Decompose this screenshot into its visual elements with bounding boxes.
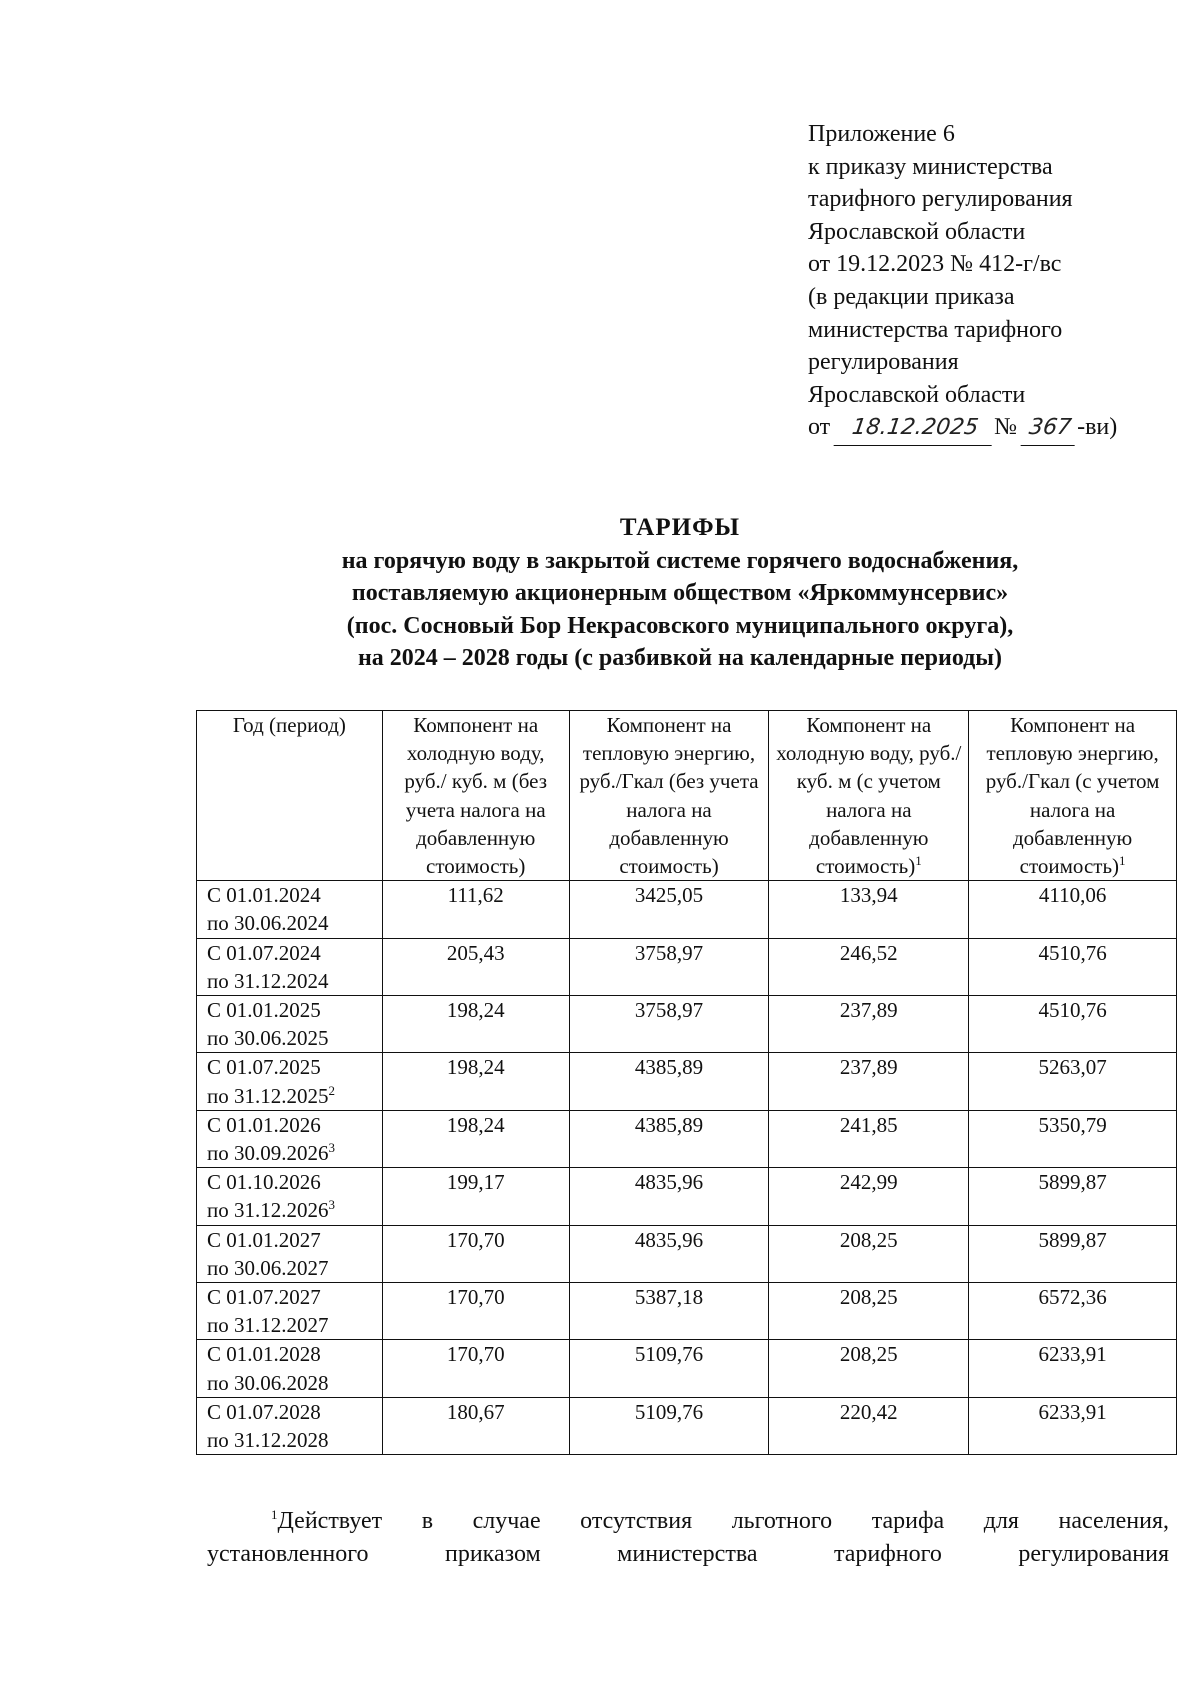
appendix-line: (в редакции приказа bbox=[808, 283, 1015, 310]
period-cell bbox=[197, 1225, 383, 1282]
value-cell: 111,62 bbox=[382, 881, 569, 938]
value-cell: 180,67 bbox=[382, 1397, 569, 1454]
table-row bbox=[197, 1340, 1177, 1397]
period-to bbox=[207, 1139, 378, 1167]
value-cell: 198,24 bbox=[382, 996, 569, 1053]
header-footnote-marker: 1 bbox=[915, 853, 922, 869]
value-cell: 198,24 bbox=[382, 1110, 569, 1167]
value-cell: 220,42 bbox=[769, 1397, 969, 1454]
header-component-3 bbox=[769, 711, 969, 881]
period-from: С 01.01.2026 bbox=[207, 1112, 321, 1137]
appendix-line: от 19.12.2023 № 412-г/вс bbox=[808, 251, 1062, 278]
period-cell bbox=[197, 996, 383, 1053]
value-cell: 170,70 bbox=[382, 1340, 569, 1397]
value-cell: 246,52 bbox=[769, 938, 969, 995]
header-text: Компонент на холодную воду, руб./ куб. м (без учета налога на добавленную стоимость) bbox=[404, 713, 547, 879]
value-cell: 4385,89 bbox=[569, 1110, 769, 1167]
value-cell: 6233,91 bbox=[969, 1397, 1177, 1454]
period-from: С 01.10.2026 bbox=[207, 1170, 321, 1195]
period-to bbox=[207, 1311, 378, 1339]
footnote-line-2: установленного приказом министерства тарифного регулирования bbox=[207, 1540, 1169, 1567]
value-cell: 208,25 bbox=[769, 1283, 969, 1340]
table-row bbox=[197, 1397, 1177, 1454]
value-cell: 208,25 bbox=[769, 1225, 969, 1282]
table-row bbox=[197, 1168, 1177, 1225]
appendix-line: тарифного регулирования bbox=[808, 186, 1073, 213]
period-cell bbox=[197, 938, 383, 995]
period-to bbox=[207, 1369, 378, 1397]
header-period bbox=[197, 711, 383, 881]
title-line: на 2024 – 2028 годы (с разбивкой на календарные периоды) bbox=[357, 645, 1003, 672]
period-from: С 01.01.2024 bbox=[207, 883, 321, 908]
period-to-text: по 31.12.2028 bbox=[207, 1428, 329, 1453]
period-cell bbox=[197, 1110, 383, 1167]
period-from: С 01.01.2028 bbox=[207, 1342, 321, 1367]
table-body bbox=[197, 881, 1177, 1455]
handwritten-number: 367 bbox=[1021, 412, 1080, 446]
value-cell: 4385,89 bbox=[569, 1053, 769, 1110]
tariffs-table bbox=[196, 710, 1177, 1455]
header-component-2 bbox=[569, 711, 769, 881]
table-row bbox=[197, 1225, 1177, 1282]
header-footnote-marker: 1 bbox=[1119, 853, 1126, 869]
number-sign: № bbox=[994, 414, 1018, 441]
period-from: С 01.07.2028 bbox=[207, 1399, 321, 1424]
period-from: С 01.07.2025 bbox=[207, 1055, 321, 1080]
table-row bbox=[197, 1053, 1177, 1110]
period-to-text: по 30.09.2026 bbox=[207, 1141, 329, 1166]
value-cell: 5109,76 bbox=[569, 1397, 769, 1454]
header-text: Компонент на холодную воду, руб./ куб. м (с учетом налога на добавленную стоимость) bbox=[776, 713, 962, 879]
table-header-row bbox=[197, 711, 1177, 881]
value-cell: 4510,76 bbox=[969, 938, 1177, 995]
value-cell: 5109,76 bbox=[569, 1340, 769, 1397]
table-row bbox=[197, 1110, 1177, 1167]
value-cell: 237,89 bbox=[769, 996, 969, 1053]
appendix-line: министерства тарифного bbox=[808, 316, 1063, 343]
value-cell: 3758,97 bbox=[569, 938, 769, 995]
header-text: Год (период) bbox=[232, 713, 346, 737]
period-from: С 01.07.2024 bbox=[207, 940, 321, 965]
value-cell: 5899,87 bbox=[969, 1168, 1177, 1225]
value-cell: 242,99 bbox=[769, 1168, 969, 1225]
value-cell: 5263,07 bbox=[969, 1053, 1177, 1110]
period-from: С 01.01.2025 bbox=[207, 998, 321, 1023]
appendix-line: Ярославской области bbox=[808, 381, 1026, 408]
header-text: Компонент на тепловую энергию, руб./Гкал (без учета налога на добавленную стоимость) bbox=[579, 713, 759, 879]
period-cell bbox=[197, 1168, 383, 1225]
header-text: Компонент на тепловую энергию, руб./Гкал (с учетом налога на добавленную стоимость) bbox=[985, 713, 1160, 879]
value-cell: 237,89 bbox=[769, 1053, 969, 1110]
footnote-text-1: Действует в случае отсутствия льготного тарифа для населения, bbox=[277, 1508, 1169, 1534]
period-footnote-marker: 3 bbox=[328, 1197, 335, 1213]
value-cell: 205,43 bbox=[382, 938, 569, 995]
value-cell: 3758,97 bbox=[569, 996, 769, 1053]
value-cell: 133,94 bbox=[769, 881, 969, 938]
amendment-prefix: от bbox=[808, 414, 831, 441]
period-to bbox=[207, 1254, 378, 1282]
table-row bbox=[197, 996, 1177, 1053]
period-to bbox=[207, 909, 378, 937]
value-cell: 241,85 bbox=[769, 1110, 969, 1167]
period-to-text: по 30.06.2024 bbox=[207, 911, 329, 936]
period-from: С 01.07.2027 bbox=[207, 1285, 321, 1310]
value-cell: 199,17 bbox=[382, 1168, 569, 1225]
value-cell: 198,24 bbox=[382, 1053, 569, 1110]
value-cell: 5387,18 bbox=[569, 1283, 769, 1340]
value-cell: 208,25 bbox=[769, 1340, 969, 1397]
footnote-line-1 bbox=[207, 1505, 1169, 1538]
header-component-1 bbox=[382, 711, 569, 881]
footnote bbox=[207, 1505, 1169, 1570]
period-to bbox=[207, 1196, 378, 1224]
table-row bbox=[197, 1283, 1177, 1340]
value-cell: 4835,96 bbox=[569, 1225, 769, 1282]
period-to-text: по 31.12.2026 bbox=[207, 1198, 329, 1223]
period-footnote-marker: 3 bbox=[328, 1140, 335, 1156]
period-to-text: по 31.12.2025 bbox=[207, 1083, 329, 1108]
period-to bbox=[207, 967, 378, 995]
period-cell bbox=[197, 881, 383, 938]
period-cell bbox=[197, 1397, 383, 1454]
period-to bbox=[207, 1426, 378, 1454]
period-to-text: по 31.12.2027 bbox=[207, 1313, 329, 1338]
period-to-text: по 30.06.2027 bbox=[207, 1255, 329, 1280]
value-cell: 5899,87 bbox=[969, 1225, 1177, 1282]
period-to bbox=[207, 1082, 378, 1110]
title-line: поставляемую акционерным обществом «Яркоммунсервис» bbox=[351, 580, 1009, 607]
period-from: С 01.01.2027 bbox=[207, 1227, 321, 1252]
appendix-line: Ярославской области bbox=[808, 218, 1026, 245]
appendix-amendment-line bbox=[808, 411, 1117, 446]
period-to-text: по 30.06.2028 bbox=[207, 1370, 329, 1395]
value-cell: 4510,76 bbox=[969, 996, 1177, 1053]
value-cell: 3425,05 bbox=[569, 881, 769, 938]
period-cell bbox=[197, 1283, 383, 1340]
number-suffix: -ви) bbox=[1077, 414, 1118, 441]
value-cell: 5350,79 bbox=[969, 1110, 1177, 1167]
period-to bbox=[207, 1024, 378, 1052]
table-row bbox=[197, 881, 1177, 938]
value-cell: 4835,96 bbox=[569, 1168, 769, 1225]
appendix-block bbox=[808, 118, 1117, 446]
document-title bbox=[180, 512, 1180, 675]
period-footnote-marker: 2 bbox=[328, 1082, 335, 1098]
appendix-line: Приложение 6 bbox=[808, 121, 955, 147]
title-line: (пос. Сосновый Бор Некрасовского муниципального округа), bbox=[346, 612, 1014, 639]
appendix-line: регулирования bbox=[808, 349, 959, 376]
period-to-text: по 30.06.2025 bbox=[207, 1026, 329, 1051]
appendix-line: к приказу министерства bbox=[808, 153, 1053, 180]
value-cell: 170,70 bbox=[382, 1225, 569, 1282]
title-main: ТАРИФЫ bbox=[619, 514, 741, 541]
value-cell: 6572,36 bbox=[969, 1283, 1177, 1340]
value-cell: 4110,06 bbox=[969, 881, 1177, 938]
period-cell bbox=[197, 1053, 383, 1110]
period-to-text: по 31.12.2024 bbox=[207, 968, 329, 993]
footnote-marker: 1 bbox=[271, 1507, 278, 1522]
period-cell bbox=[197, 1340, 383, 1397]
handwritten-date: 18.12.2025 bbox=[834, 412, 997, 446]
table-row bbox=[197, 938, 1177, 995]
value-cell: 170,70 bbox=[382, 1283, 569, 1340]
header-component-4 bbox=[969, 711, 1177, 881]
value-cell: 6233,91 bbox=[969, 1340, 1177, 1397]
title-line: на горячую воду в закрытой системе горячего водоснабжения, bbox=[341, 547, 1019, 574]
